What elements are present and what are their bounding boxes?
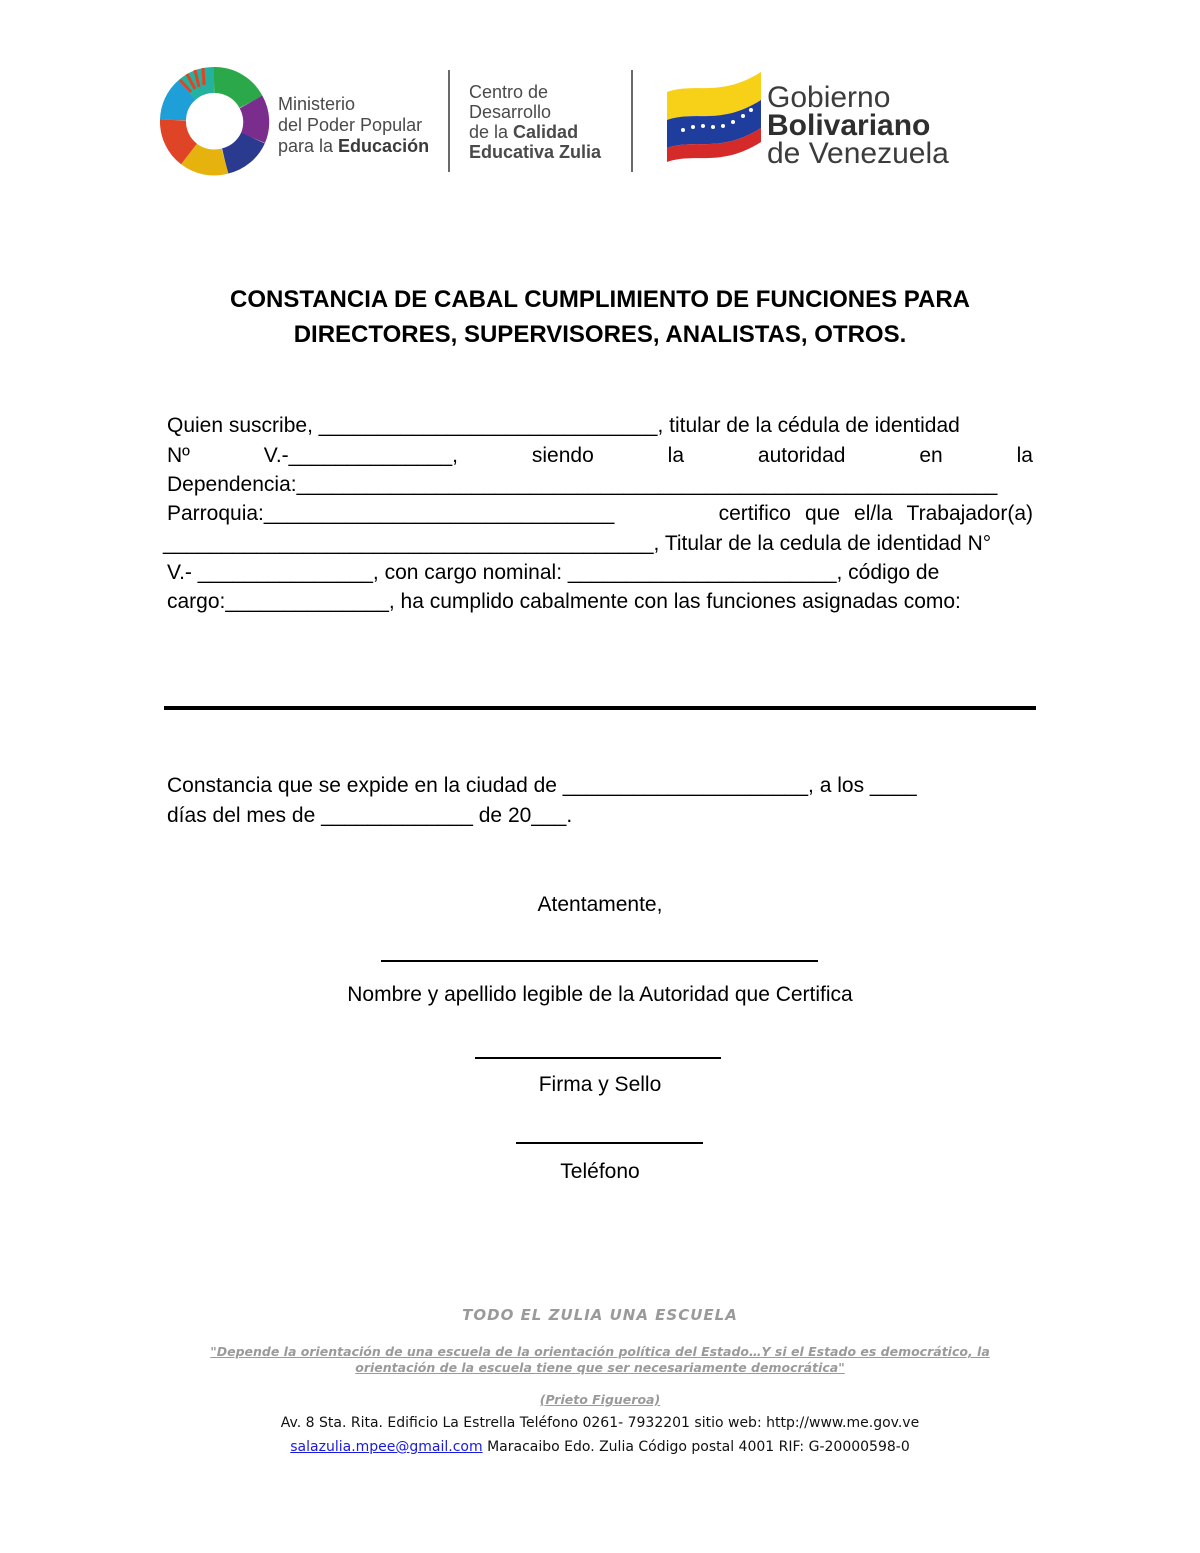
name-blank: _____________________________ xyxy=(318,414,658,437)
stamp-label: Firma y Sello xyxy=(538,1073,662,1096)
government-name: Gobierno Bolivariano de Venezuela xyxy=(767,81,949,170)
name-label: Nombre y apellido legible de la Autoridad que Certifica xyxy=(347,983,853,1006)
divider xyxy=(631,70,633,172)
closing-line-2: días del mes de _____________ de 20___. xyxy=(167,804,573,827)
body-line-1: Quien suscribe, _____________________________, titular de la cédula de identidad xyxy=(167,414,960,437)
name-signature-line xyxy=(381,960,818,962)
body-line-3: Dependencia:____________________________________________________________ xyxy=(167,473,998,496)
letterhead xyxy=(155,58,985,178)
footer-quote: "Depende la orientación de una escuela de la orientación política del Estado…Y si el Estado es democrático, la orientación de la escuela tiene que ser necesariamente democrática" xyxy=(210,1344,990,1375)
body-line-6: V.- _______________, con cargo nominal: _______________________, código de xyxy=(167,561,940,584)
stamp-signature-line xyxy=(475,1057,721,1059)
body-line-4: Parroquia:______________________________ certifico que el/la Trabajador(a) xyxy=(167,502,1033,525)
ministry-logo xyxy=(155,62,273,180)
venezuela-flag-icon xyxy=(665,64,765,164)
email-link[interactable]: salazulia.mpee@gmail.com xyxy=(290,1439,483,1455)
footer-author: (Prieto Figueroa) xyxy=(539,1392,661,1407)
center-name: Centro de Desarrollo de la Calidad Educativa Zulia xyxy=(469,82,602,162)
footer-address: Av. 8 Sta. Rita. Edificio La Estrella Teléfono 0261- 7932201 sitio web: http://www.me.gov.ve salazulia.mpee@gmail.com Maracaibo Edo. Zulia Código postal 4001 RIF: G-20000598-0 xyxy=(280,1415,920,1455)
phone-label: Teléfono xyxy=(560,1160,640,1183)
closing-line-1: Constancia que se expide en la ciudad de _____________________, a los ____ xyxy=(167,774,917,797)
divider xyxy=(448,70,450,172)
body-line-2: Nº V.-______________, siendo la autoridad en la xyxy=(167,444,1033,467)
body-line-5: __________________________________________, Titular de la cedula de identidad N° xyxy=(163,532,992,555)
ministry-name: Ministerio del Poder Popular para la Educación xyxy=(278,94,430,156)
document-title: CONSTANCIA DE CABAL CUMPLIMIENTO DE FUNCIONES PARA DIRECTORES, SUPERVISORES, ANALISTAS, OTROS. xyxy=(229,286,970,348)
cargo-blank: _______________________ xyxy=(567,561,837,584)
footer-motto: TODO EL ZULIA UNA ESCUELA xyxy=(462,1306,738,1324)
salutation: Atentamente, xyxy=(537,893,663,916)
functions-rule xyxy=(164,706,1036,710)
body-line-7: cargo:______________, ha cumplido cabalmente con las funciones asignadas como: xyxy=(167,590,961,613)
phone-line xyxy=(516,1142,703,1144)
